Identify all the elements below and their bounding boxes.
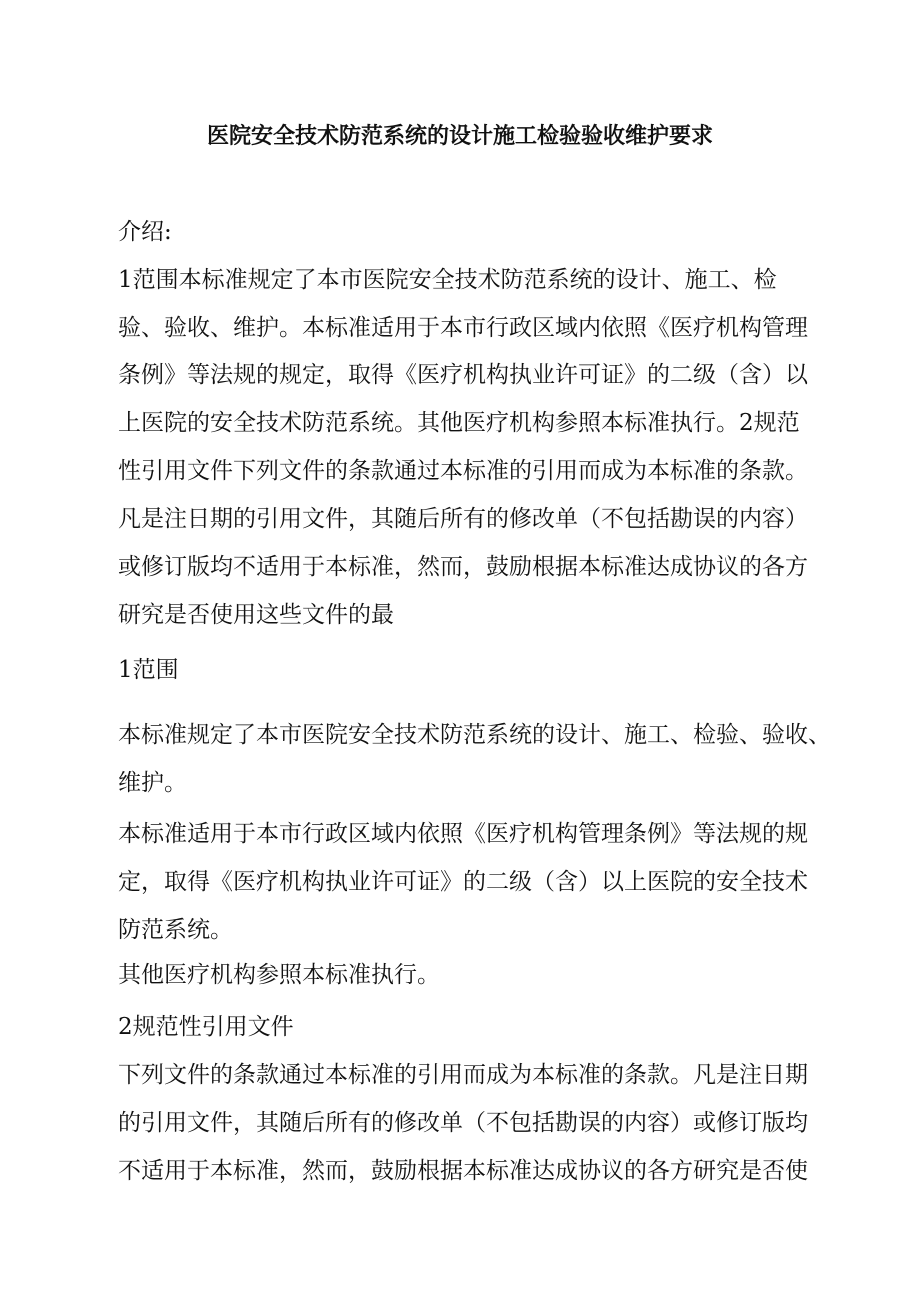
intro-line: 验、验收、维护。本标准适用于本市行政区域内依照《医疗机构管理 [118,315,808,341]
section1-line: 定，取得《医疗机构执业许可证》的二级（含）以上医院的安全技术 [118,869,808,895]
section1-line: 本标准规定了本市医院安全技术防范系统的设计、施工、检验、验收、 [118,722,831,748]
intro-line: 或修订版均不适用于本标准，然而，鼓励根据本标准达成协议的各方 [118,554,808,580]
section1-line: 其他医疗机构参照本标准执行。 [118,962,440,988]
section1-line: 维护。 [118,770,187,796]
section1-heading: 1范围 [118,657,179,683]
intro-line: 研究是否使用这些文件的最 [118,602,394,628]
intro-line: 条例》等法规的规定，取得《医疗机构执业许可证》的二级（含）以 [118,362,808,388]
section1-line: 本标准适用于本市行政区域内依照《医疗机构管理条例》等法规的规 [118,821,808,847]
section2-line: 不适用于本标准，然而，鼓励根据本标准达成协议的各方研究是否使 [118,1158,808,1184]
document-title: 医院安全技术防范系统的设计施工检验验收维护要求 [206,123,713,149]
section2-line: 下列文件的条款通过本标准的引用而成为本标准的条款。凡是注日期 [118,1062,808,1088]
intro-line: 凡是注日期的引用文件，其随后所有的修改单（不包括勘误的内容） [118,506,808,532]
section2-line: 的引用文件，其随后所有的修改单（不包括勘误的内容）或修订版均 [118,1110,808,1136]
intro-line: 性引用文件下列文件的条款通过本标准的引用而成为本标准的条款。 [118,458,808,484]
section1-line: 防范系统。 [118,917,233,943]
section2-heading: 2规范性引用文件 [118,1014,294,1040]
intro-line: 上医院的安全技术防范系统。其他医疗机构参照本标准执行。2规范 [118,410,800,436]
intro-line: 1范围本标准规定了本市医院安全技术防范系统的设计、施工、检 [118,267,777,293]
intro-label: 介绍: [118,219,172,245]
